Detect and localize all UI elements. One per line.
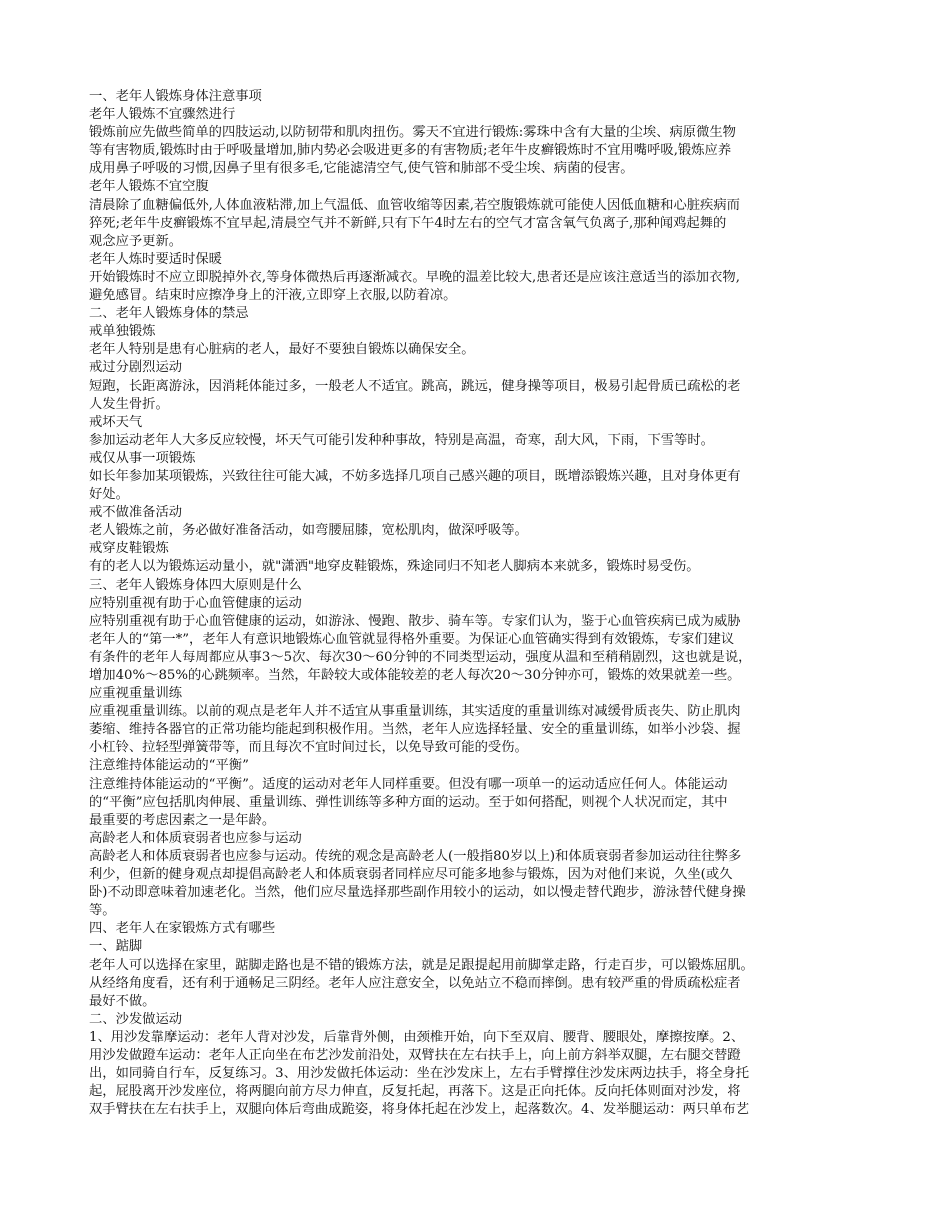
paragraph-line: 最重要的考虑因素之一是年龄。 bbox=[89, 812, 276, 828]
paragraph-line: 双手臂扶在左右扶手上，双腿向体后弯曲成跪姿，将身体托起在沙发上，起落数次。4、发举腿运动：两只单布艺 bbox=[89, 1102, 750, 1118]
subsection-title: 戒穿皮鞋锻炼 bbox=[89, 541, 169, 557]
section-heading: 三、老年人锻炼身体四大原则是什么 bbox=[89, 577, 302, 593]
paragraph-line: 1、用沙发靠摩运动：老年人背对沙发，后靠背外侧，由颈椎开始，向下至双肩、腰背、腰眼处，摩擦按摩。2、 bbox=[89, 1029, 745, 1045]
subsection-title: 老年人锻炼不宜空腹 bbox=[89, 179, 209, 195]
paragraph-line: 应重视重量训练。以前的观点是老年人并不适宜从事重量训练，其实适度的重量训练对减缓骨质丧失、防止肌肉 bbox=[89, 704, 741, 720]
subsection-title: 戒过分剧烈运动 bbox=[89, 360, 183, 376]
paragraph-line: 最好不做。 bbox=[89, 993, 156, 1009]
paragraph-line: 短跑，长距离游泳，因消耗体能过多，一般老人不适宜。跳高，跳远，健身操等项目，极易引起骨质已疏松的老 bbox=[89, 378, 741, 394]
subsection-title: 老年人锻炼不宜骤然进行 bbox=[89, 107, 236, 123]
section-3 bbox=[89, 577, 859, 921]
subsection-title: 应重视重量训练 bbox=[89, 686, 183, 702]
subsection-title: 应特别重视有助于心血管健康的运动 bbox=[89, 595, 302, 611]
section-1 bbox=[89, 88, 859, 305]
paragraph-line: 起，屁股离开沙发座位，将两腿向前方尽力伸直，反复托起，再落下。这是正向托体。反向托体则面对沙发，将 bbox=[89, 1084, 741, 1100]
paragraph-line: 老年人的“第一*”，老年人有意识地锻炼心血管就显得格外重要。为保证心血管确实得到有效锻炼，专家们建议 bbox=[89, 631, 735, 647]
paragraph-line: 用沙发做蹬车运动：老年人正向坐在布艺沙发前沿处，双臂扶在左右扶手上，向上前方斜举双腿，左右腿交替蹬 bbox=[89, 1047, 741, 1063]
paragraph-line: 如长年参加某项锻炼，兴致往往可能大减，不妨多选择几项自己感兴趣的项目，既增添锻炼兴趣，且对身体更有 bbox=[89, 468, 741, 484]
subsection-title: 戒仅从事一项锻炼 bbox=[89, 450, 196, 466]
paragraph-line: 猝死;老年牛皮癣锻炼不宜早起,清晨空气并不新鲜,只有下午4时左右的空气才富含氧气负离子,那种闻鸡起舞的 bbox=[89, 215, 727, 231]
paragraph-line: 卧)不动即意味着加速老化。当然，他们应尽量选择那些副作用较小的运动，如以慢走替代跑步，游泳替代健身操 bbox=[89, 885, 746, 901]
paragraph-line: 小杠铃、拉轻型弹簧带等，而且每次不宜时间过长，以免导致可能的受伤。 bbox=[89, 740, 528, 756]
paragraph-line: 参加运动老年人大多反应较慢，坏天气可能引发种种事故，特别是高温，奇寒，刮大风，下雨，下雪等时。 bbox=[89, 432, 714, 448]
paragraph-line: 有的老人以为锻炼运动量小，就"潇洒"地穿皮鞋锻炼，殊途同归不知老人脚病本来就多，锻炼时易受伤。 bbox=[89, 559, 700, 575]
section-heading: 二、老年人锻炼身体的禁忌 bbox=[89, 306, 249, 322]
section-2 bbox=[89, 305, 859, 576]
paragraph-line: 有条件的老年人每周都应从事3～5次、每次30～60分钟的不同类型运动，强度从温和至稍稍剧烈，这也就是说， bbox=[89, 649, 752, 665]
subsection-title: 戒单独锻炼 bbox=[89, 324, 156, 340]
paragraph-line: 等有害物质,锻炼时由于呼吸量增加,肺内势必会吸进更多的有害物质;老年牛皮癣锻炼时不宜用嘴呼吸,锻炼应养 bbox=[89, 143, 732, 159]
paragraph-line: 注意维持体能运动的“平衡”。适度的运动对老年人同样重要。但没有哪一项单一的运动适应任何人。体能运动 bbox=[89, 776, 728, 792]
subsection-title: 注意维持体能运动的“平衡” bbox=[89, 758, 249, 774]
paragraph-line: 避免感冒。结束时应擦净身上的汗液,立即穿上衣服,以防着凉。 bbox=[89, 288, 457, 304]
paragraph-line: 增加40%～85%的心跳频率。当然，年龄较大或体能较差的老人每次20～30分钟亦可，锻炼的效果就差一些。 bbox=[89, 668, 741, 683]
subsection-title: 二、沙发做运动 bbox=[89, 1011, 183, 1027]
subsection-title: 戒坏天气 bbox=[89, 414, 143, 430]
paragraph-line: 锻炼前应先做些简单的四肢运动,以防韧带和肌肉扭伤。雾天不宜进行锻炼:雾珠中含有大量的尘埃、病原微生物 bbox=[89, 125, 736, 141]
section-heading: 四、老年人在家锻炼方式有哪些 bbox=[89, 921, 276, 937]
paragraph-line: 老年人特别是患有心脏病的老人，最好不要独自锻炼以确保安全。 bbox=[89, 342, 475, 358]
paragraph-line: 从经络角度看，还有利于通畅足三阴经。老年人应注意安全，以免站立不稳而摔倒。患有较严重的骨质疏松症者 bbox=[89, 975, 741, 991]
section-4 bbox=[89, 920, 859, 1119]
paragraph-line: 老年人可以选择在家里，踮脚走路也是不错的锻炼方法，就是足跟提起用前脚掌走路，行走百步，可以锻炼屈肌。 bbox=[89, 957, 754, 973]
paragraph-line: 高龄老人和体质衰弱者也应参与运动。传统的观念是高龄老人(一般指80岁以上)和体质衰弱者参加运动往往弊多 bbox=[89, 848, 742, 864]
paragraph-line: 老人锻炼之前，务必做好准备活动，如弯腰屈膝，宽松肌肉，做深呼吸等。 bbox=[89, 523, 528, 539]
section-heading: 一、老年人锻炼身体注意事项 bbox=[89, 89, 262, 104]
subsection-title: 老年人炼时要适时保暖 bbox=[89, 251, 222, 267]
subsection-title: 戒不做准备活动 bbox=[89, 505, 183, 521]
paragraph-line: 萎缩、维持各器官的正常功能均能起到积极作用。当然，老年人应选择轻量、安全的重量训练，如举小沙袋、握 bbox=[89, 722, 741, 738]
subsection-title: 一、踮脚 bbox=[89, 939, 143, 955]
paragraph-line: 开始锻炼时不应立即脱掉外衣,等身体微热后再逐渐减衣。早晚的温差比较大,患者还是应该注意适当的添加衣物, bbox=[89, 269, 740, 285]
paragraph-line: 观念应予更新。 bbox=[89, 233, 183, 249]
document-body bbox=[89, 88, 859, 1119]
paragraph-line: 好处。 bbox=[89, 487, 129, 503]
paragraph-line: 成用鼻子呼吸的习惯,因鼻子里有很多毛,它能滤清空气,使气管和肺部不受尘埃、病菌的侵害。 bbox=[89, 161, 634, 177]
paragraph-line: 应特别重视有助于心血管健康的运动，如游泳、慢跑、散步、骑车等。专家们认为，鉴于心血管疾病已成为威胁 bbox=[89, 613, 741, 629]
paragraph-line: 出，如同骑自行车，反复练习。3、用沙发做托体运动：坐在沙发床上，左右手臂撑住沙发床两边扶手，将全身托 bbox=[89, 1066, 750, 1082]
paragraph-line: 利少，但新的健身观点却提倡高龄老人和体质衰弱者同样应尽可能多地参与锻炼，因为对他们来说，久坐(或久 bbox=[89, 867, 733, 883]
paragraph-line: 的“平衡”应包括肌肉伸展、重量训练、弹性训练等多种方面的运动。至于如何搭配，则视个人状况而定，其中 bbox=[89, 794, 728, 810]
paragraph-line: 人发生骨折。 bbox=[89, 396, 169, 412]
paragraph-line: 等。 bbox=[89, 903, 116, 919]
paragraph-line: 清晨除了血糖偏低外,人体血液粘滞,加上气温低、血管收缩等因素,若空腹锻炼就可能使人因低血糖和心脏疾病而 bbox=[89, 197, 740, 213]
subsection-title: 高龄老人和体质衰弱者也应参与运动 bbox=[89, 830, 302, 846]
